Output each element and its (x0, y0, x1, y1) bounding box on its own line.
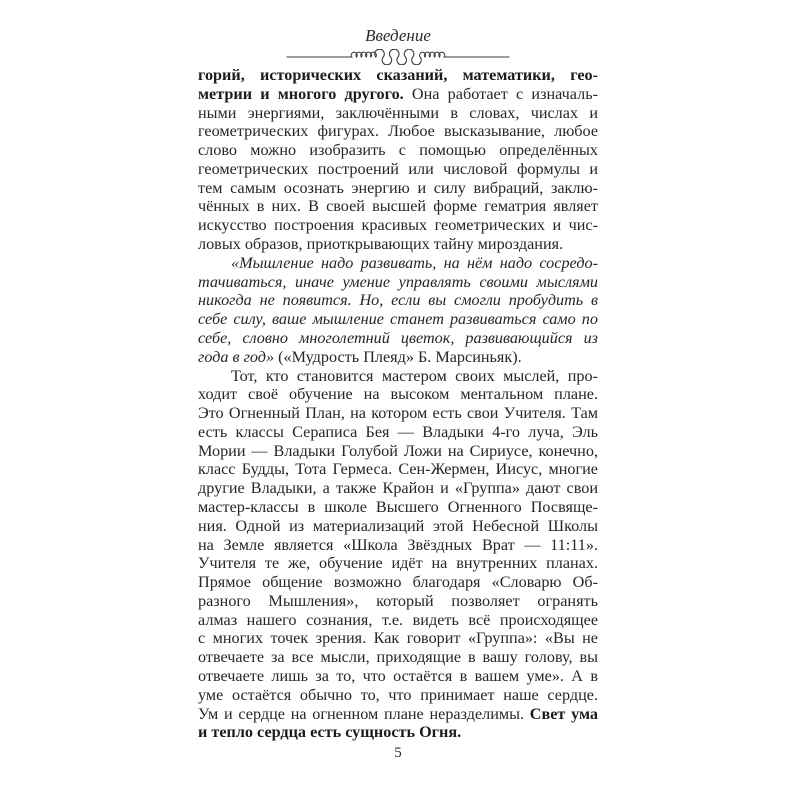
text-run: ными энергиями, заключёнными в словах, числах и (198, 103, 598, 122)
text-line (198, 141, 598, 160)
text-line (198, 348, 598, 367)
text-run: другие Владыки, а также Крайон и «Группа» дают свои (198, 479, 598, 498)
text-run: ния. Одной из материализаций этой Небесной Школы (198, 516, 598, 535)
text-line (198, 629, 598, 648)
text-run: искусство построения красивых геометрических и чис- (198, 216, 598, 235)
text-line (198, 648, 598, 667)
italic-text-run: никогда не появится. Но, если вы смогли пробудить в (198, 291, 598, 310)
text-line (198, 385, 598, 404)
text-run: уме остаётся обычно то, что принимает наше сердце. (198, 685, 598, 704)
text-run: Ум и сердце на огненном плане неразделимы. (198, 704, 525, 723)
text-line (198, 705, 598, 724)
text-run: геометрических фигурах. Любое высказывание, любое (198, 122, 598, 141)
text-line (198, 536, 598, 555)
text-run: с многих точек зрения. Как говорит «Группа»: «Вы не (198, 629, 598, 648)
text-line (198, 367, 598, 386)
text-run: мастер-классы в школе Высшего Огненного Посвяще- (198, 497, 598, 516)
text-run: геометрических построений или числовой формулы и (198, 159, 598, 178)
text-run: Тот, кто становится мастером своих мыслей, про- (231, 366, 598, 385)
text-run: Это Огненный План, на котором есть свои Учителя. Там (198, 404, 598, 423)
text-line (198, 179, 598, 198)
body-text (198, 66, 598, 742)
text-line (198, 442, 598, 461)
text-line (198, 66, 598, 85)
italic-text-run: года в год» (198, 347, 275, 366)
text-run: отвечаете за все мысли, приходящие в вашу голову, вы (198, 648, 598, 667)
page-number: 5 (394, 745, 402, 761)
text-line (198, 479, 598, 498)
text-run: Мории — Владыки Голубой Ложи на Сириусе, конечно, (198, 441, 598, 460)
bold-text-run: Свет ума (524, 704, 598, 723)
bold-text-run: метрии и многого другого. (198, 84, 404, 103)
text-run: чённых в них. В своей высшей форме гематрия являет (198, 197, 598, 216)
text-line (198, 423, 598, 442)
text-run: ходит своё обучение на высоком ментальном плане. (198, 385, 598, 404)
text-line (198, 197, 598, 216)
ornament-divider-icon (283, 49, 513, 65)
text-run: Прямое общение возможно благодаря «Словарю Об- (198, 573, 598, 592)
text-run: есть классы Сераписа Бея — Владыки 4-го луча, Эль (198, 422, 598, 441)
text-line (198, 404, 598, 423)
text-line (198, 216, 598, 235)
text-line (198, 498, 598, 517)
text-line (198, 667, 598, 686)
text-line (198, 517, 598, 536)
text-line (198, 254, 598, 273)
text-run: алмаз нашего сознания, т.е. видеть всё происходящее (198, 610, 598, 629)
italic-text-run: «Мышление надо развивать, на нём надо сосредо- (231, 253, 598, 272)
text-line (198, 235, 598, 254)
bold-text-run: и тепло сердца есть сущность Огня. (198, 723, 462, 742)
text-line (198, 291, 598, 310)
text-line (198, 686, 598, 705)
text-run: ловых образов, приоткрывающих тайну мироздания. (198, 235, 564, 254)
text-run: тем самым осознать энергию и силу вибраций, заклю- (198, 178, 598, 197)
text-line (198, 273, 598, 292)
text-line (198, 611, 598, 630)
text-line (198, 592, 598, 611)
italic-text-run: себе, словно многолетний цветок, развивающийся из (198, 328, 598, 347)
text-line (198, 310, 598, 329)
text-run: на Земле является «Школа Звёздных Врат — 11:11». (198, 535, 598, 554)
text-run: отвечаете лишь за то, что остаётся в вашем уме». А в (198, 667, 598, 685)
text-line (198, 460, 598, 479)
text-run: класс Будды, Тота Гермеса. Сен-Жермен, Иисус, многие (198, 460, 598, 479)
text-run: («Мудрость Плеяд» Б. Марсиньяк). (274, 347, 522, 366)
text-run: Она работает с изначаль- (403, 84, 598, 103)
text-line (198, 329, 598, 348)
text-line (198, 554, 598, 573)
text-line (198, 85, 598, 104)
text-line (198, 160, 598, 179)
bold-text-run: горий, исторических сказаний, математики, гео- (198, 66, 598, 84)
italic-text-run: себе силу, ваше мышление станет развиваться само по (198, 310, 598, 329)
chapter-header (198, 26, 598, 65)
text-line (198, 723, 598, 742)
text-run: Учителя те же, обучение идёт на внутренних планах. (198, 554, 598, 573)
text-run: слово можно изобразить с помощью определённых (198, 141, 598, 160)
text-line (198, 122, 598, 141)
italic-text-run: тачиваться, иначе умение управлять своими мыслями (198, 272, 598, 291)
text-line (198, 104, 598, 123)
chapter-title: Введение (365, 26, 431, 45)
text-line (198, 573, 598, 592)
text-run: разного Мышления», который позволяет огранять (198, 591, 598, 610)
